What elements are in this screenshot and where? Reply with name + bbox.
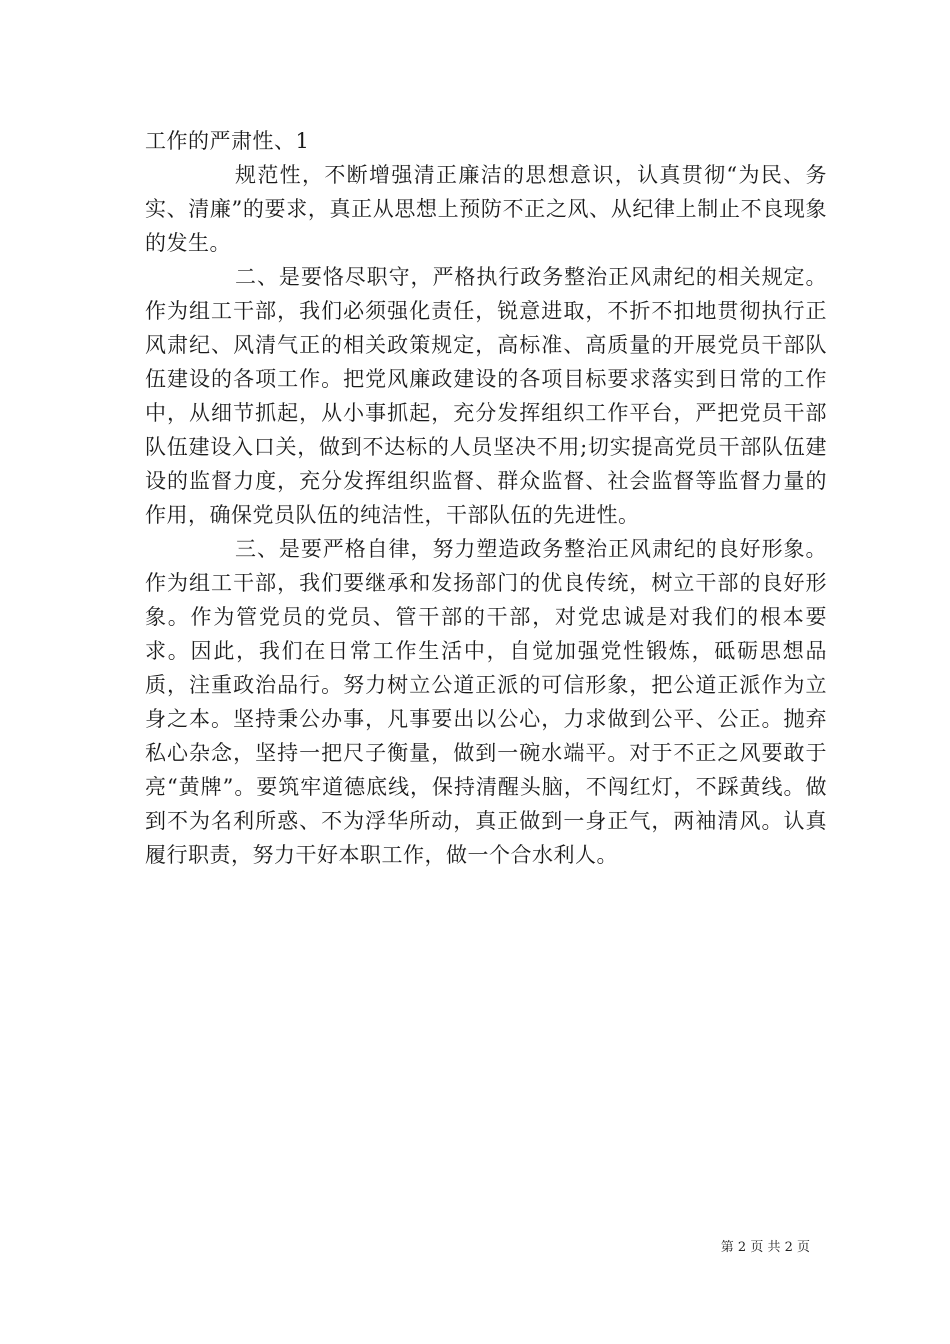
paragraph-section-two: 二、是要恪尽职守，严格执行政务整治正风肃纪的相关规定。作为组工干部，我们必须强化责任，锐意进取，不折不扣地贯彻执行正风肃纪、风清气正的相关政策规定，高标准、高质量的开展党员干部队伍建设的各项工作。把党风廉政建设的各项目标要求落实到日常的工作中，从细节抓起，从小事抓起，充分发挥组织工作平台，严把党员干部队伍建设入口关，做到不达标的人员坚决不用;切实提高党员干部队伍建设的监督力度，充分发挥组织监督、群众监督、社会监督等监督力量的作用，确保党员队伍的纯洁性，干部队伍的先进性。 bbox=[145, 265, 827, 527]
document-body bbox=[145, 124, 827, 872]
paragraph-continuation-heading: 工作的严肃性、1 bbox=[145, 129, 310, 153]
page-number-footer: 第 2 页 共 2 页 bbox=[720, 1240, 810, 1255]
paragraph-section-three: 三、是要严格自律，努力塑造政务整治正风肃纪的良好形象。作为组工干部，我们要继承和发扬部门的优良传统，树立干部的良好形象。作为管党员的党员、管干部的干部，对党忠诚是对我们的根本要求。因此，我们在日常工作生活中，自觉加强党性锻炼，砥砺思想品质，注重政治品行。努力树立公道正派的可信形象，把公道正派作为立身之本。坚持秉公办事，凡事要出以公心，力求做到公平、公正。抛弃私心杂念，坚持一把尺子衡量，做到一碗水端平。对于不正之风要敢于亮“黄牌”。要筑牢道德底线，保持清醒头脑，不闯红灯，不踩黄线。做到不为名利所惑、不为浮华所动，真正做到一身正气，两袖清风。认真履行职责，努力干好本职工作，做一个合水利人。 bbox=[145, 537, 827, 867]
paragraph-continuation: 规范性，不断增强清正廉洁的思想意识，认真贯彻“为民、务实、清廉”的要求，真正从思想上预防不正之风、从纪律上制止不良现象的发生。 bbox=[145, 163, 827, 255]
